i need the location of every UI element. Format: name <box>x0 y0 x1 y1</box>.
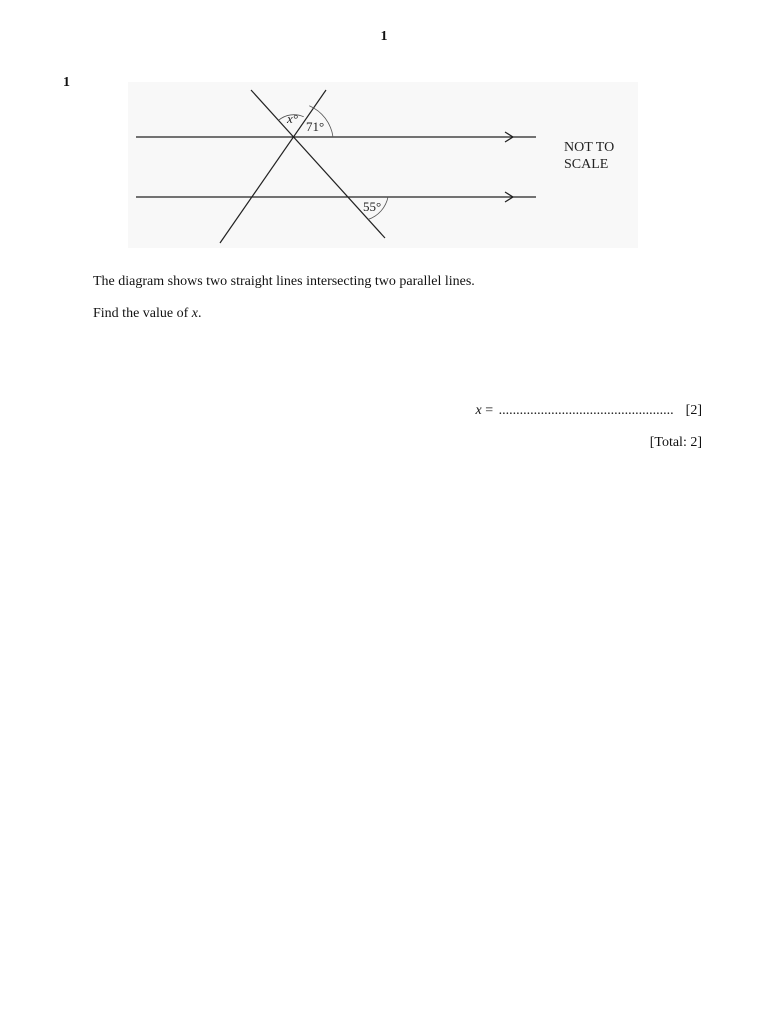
transversal-rising <box>220 90 326 243</box>
total-marks: [Total: 2] <box>649 435 702 450</box>
scale-note-line1: NOT TO <box>564 140 615 155</box>
answer-variable: x <box>475 403 482 418</box>
question-number: 1 <box>63 75 70 90</box>
prompt-end: . <box>197 306 202 321</box>
prompt-text: Find the value of <box>93 306 192 321</box>
angle-55-label: 55° <box>363 199 382 214</box>
diagram-svg <box>128 82 638 248</box>
prompt-variable: x <box>191 306 198 321</box>
angle-71-label: 71° <box>306 119 325 134</box>
question-prompt <box>93 306 201 322</box>
angle-x-label: x° <box>287 111 298 126</box>
answer-blank[interactable]: .................................................. <box>498 403 674 418</box>
page-number: 1 <box>380 29 388 44</box>
transversal-falling <box>251 90 385 238</box>
question-stem: The diagram shows two straight lines intersecting two parallel lines. <box>93 274 475 289</box>
answer-line[interactable] <box>476 403 702 419</box>
not-to-scale-note <box>564 139 614 173</box>
scale-note-line2: SCALE <box>564 157 609 172</box>
marks-label: [2] <box>685 403 702 418</box>
answer-equals: = <box>481 403 497 418</box>
geometry-diagram <box>128 82 638 248</box>
